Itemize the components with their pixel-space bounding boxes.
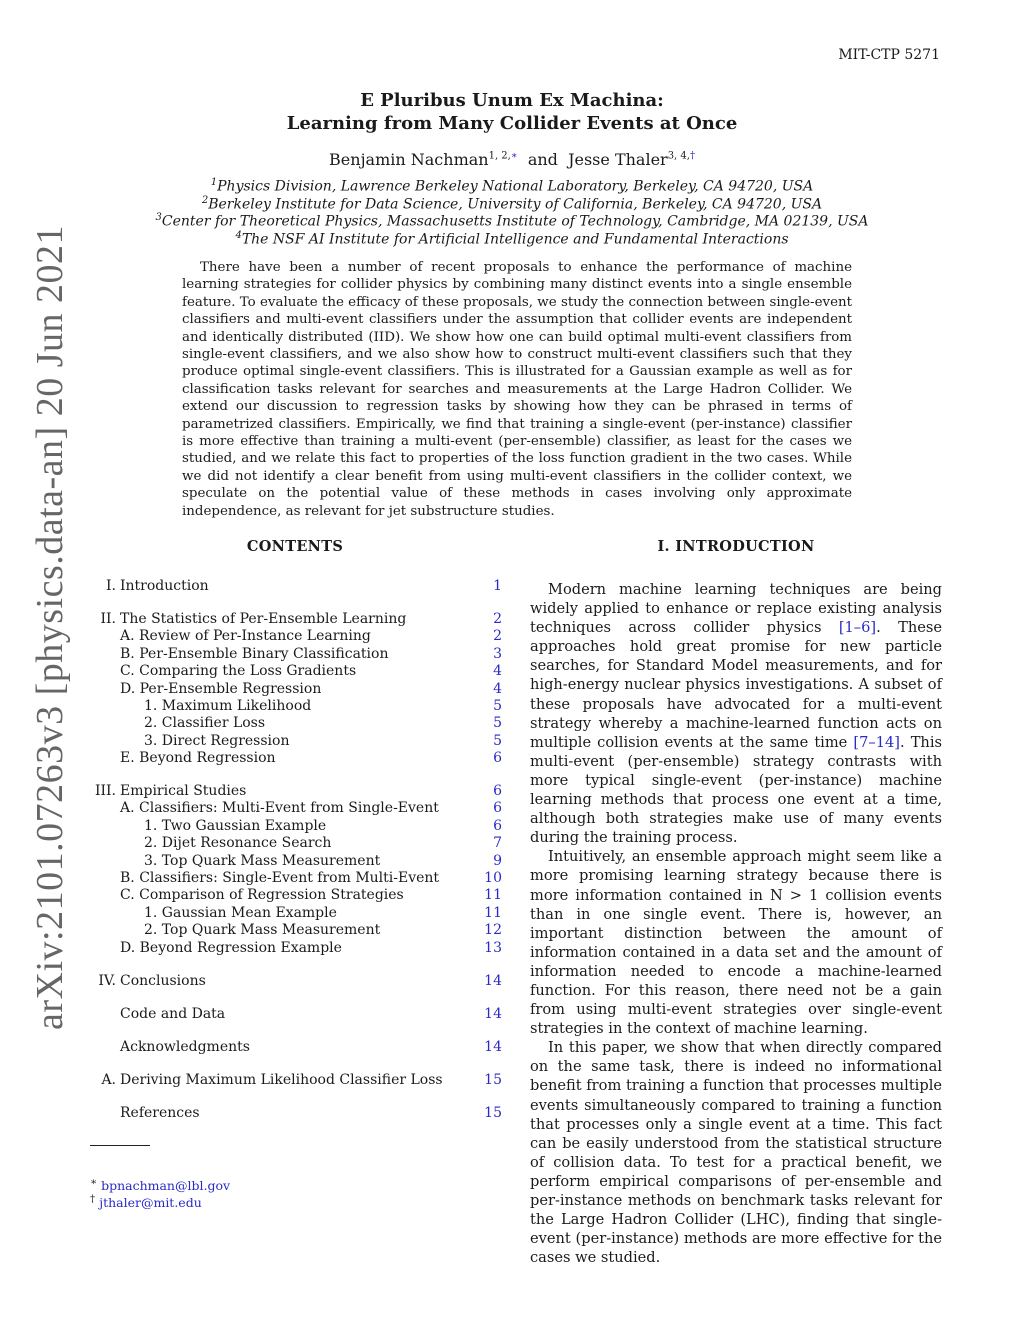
toc-page-link[interactable]: 14 [484, 1038, 502, 1055]
toc-page-link[interactable]: 6 [493, 817, 502, 834]
intro-paragraph: Intuitively, an ensemble approach might seem like a more promising learning strategy because there is more information contained in N > 1 collision events than in one single event. There is, however, an important distinction between the amount of information contained in a data set and the amount of information needed to encode a machine-learned function. For this reason, there need not be a gain from using multi-event strategies over single-event strategies in the context of machine learning. [530, 848, 942, 1038]
toc-entry[interactable] [88, 663, 502, 680]
toc-entry[interactable] [88, 715, 502, 732]
toc-page-link[interactable]: 15 [484, 1104, 502, 1121]
toc-page-link[interactable]: 7 [493, 835, 502, 852]
toc-entry-label: A. Classifiers: Multi-Event from Single-Event [120, 800, 439, 817]
toc-page-link[interactable]: 4 [493, 680, 502, 697]
footnote-mark: ∗ [90, 1176, 98, 1188]
affiliation-number: 4 [235, 230, 242, 241]
toc-entry[interactable] [88, 628, 502, 645]
toc-entry-label: Conclusions [120, 972, 206, 989]
affiliation-text: Physics Division, Lawrence Berkeley National Laboratory, Berkeley, CA 94720, USA [217, 178, 814, 195]
toc-entry[interactable] [88, 800, 502, 817]
toc-entry[interactable] [88, 1072, 502, 1089]
toc-entry[interactable] [88, 750, 502, 767]
toc-entry-label: 1. Maximum Likelihood [144, 697, 312, 714]
toc-page-link[interactable]: 5 [493, 732, 502, 749]
toc-page-link[interactable]: 2 [493, 610, 502, 627]
toc-entry-label: 3. Top Quark Mass Measurement [144, 852, 381, 869]
report-number: MIT-CTP 5271 [838, 47, 940, 63]
toc-entry[interactable] [88, 853, 502, 870]
citation-link[interactable]: [1–6] [838, 619, 877, 637]
toc-entry-label: 1. Two Gaussian Example [144, 817, 327, 834]
toc-entry[interactable] [88, 835, 502, 852]
affiliation-number: 3 [155, 212, 162, 223]
toc-page-link[interactable]: 2 [493, 628, 502, 645]
intro-paragraph: In this paper, we show that when directly compared on the same task, there is indeed no informational benefit from training a function that processes multiple events simultaneously compared to training a function that processes only a single event at a time. This fact can be easily understood from the statistical structure of collision data. To test for a practical benefit, we perform empirical comparisons of per-ensemble and per-instance methods on benchmark tasks relevant for the Large Hadron Collider (LHC), finding that single-event (per-instance) methods are more effective for the cases we studied. [530, 1039, 942, 1267]
affiliation [0, 195, 1024, 213]
toc-spacer [88, 990, 502, 1006]
toc-entry-label: Code and Data [120, 1005, 226, 1022]
toc-entry-label: References [120, 1104, 200, 1121]
toc-entry-label: A. Review of Per-Instance Learning [120, 628, 371, 645]
citation-link[interactable]: [7–14] [853, 733, 900, 751]
intro-text: Modern machine learning techniques are being widely applied to enhance or replace existing analysis techniques across collider physics [530, 581, 942, 637]
author-affil-sup: 3, 4, [667, 150, 690, 162]
toc-entry-label: Introduction [120, 578, 209, 594]
intro-text: . These approaches hold great promise for new particle searches, for Standard Model measurements, and for high-energy nuclear physics investigations. A subset of these proposals have advocated for a multi-event strategy whereby a machine-learned function acts on multiple collision events at the same time [530, 619, 942, 751]
title-line-1: E Pluribus Unum Ex Machina: [360, 90, 664, 111]
toc-entry-label: 2. Classifier Loss [144, 715, 266, 732]
affiliation-number: 1 [210, 177, 218, 188]
toc-entry-label: 1. Gaussian Mean Example [144, 904, 337, 921]
toc-entry[interactable] [88, 733, 502, 750]
toc-entry[interactable] [88, 578, 502, 595]
toc-entry-label: D. Per-Ensemble Regression [120, 680, 322, 697]
toc-page-link[interactable]: 12 [484, 922, 502, 939]
toc-page-link[interactable]: 5 [493, 697, 502, 714]
toc-entry[interactable] [88, 940, 502, 957]
abstract-text: There have been a number of recent proposals to enhance the performance of machine learning strategies for collider physics by combining many distinct events into a single ensemble feature. To evaluate the efficacy of these proposals, we study the connection between single-event classifiers and multi-event classifiers under the assumption that collider events are independent and identically distributed (IID). We show how one can build optimal multi-event classifiers from single-event classifiers, and we also show how to construct multi-event classifiers such that they produce optimal single-event classifiers. This is illustrated for a Gaussian example as well as for classification tasks relevant for searches and measurements at the Large Hadron Collider. We extend our discussion to regression tasks by showing how they can be phrased in terms of parametrized classifiers. Empirically, we find that training a single-event (per-instance) classifier is more effective than training a multi-event (per-ensemble) classifier, as least for the cases we studied, and we relate this fact to properties of the loss function gradient in the two cases. While we did not identify a clear benefit from using multi-event classifiers in the collider context, we speculate on the potential value of these methods in cases involving only approximate independence, as relevant for jet substructure studies. [182, 260, 852, 519]
toc-entry[interactable] [88, 611, 502, 628]
toc-entry-label: C. Comparison of Regression Strategies [120, 887, 404, 904]
affiliation-text: The NSF AI Institute for Artificial Intelligence and Fundamental Interactions [241, 231, 789, 248]
toc-page-link[interactable]: 4 [493, 663, 502, 680]
toc-entry-label: Deriving Maximum Likelihood Classifier Loss [120, 1071, 443, 1088]
toc-entry-number: I. [106, 578, 116, 594]
toc-page-link[interactable]: 11 [484, 904, 502, 921]
toc-entry[interactable] [88, 646, 502, 663]
affiliation [0, 230, 1024, 248]
title-line-2: Learning from Many Collider Events at Once [286, 113, 738, 134]
author-footnote-link[interactable]: † [689, 150, 695, 162]
toc-entry[interactable] [88, 783, 502, 800]
affiliation [0, 177, 1024, 195]
footnote-rule [90, 1145, 150, 1146]
author-name: Benjamin Nachman [329, 150, 489, 169]
toc-entry-label: B. Per-Ensemble Binary Classification [120, 645, 389, 662]
author-conjunction: and [527, 150, 558, 169]
email-link[interactable]: bpnachman@lbl.gov [101, 1178, 231, 1194]
affiliation-text: Center for Theoretical Physics, Massachusetts Institute of Technology, Cambridge, MA 02139, USA [161, 213, 869, 230]
toc-entry[interactable] [88, 922, 502, 939]
arxiv-identifier: arXiv:2101.07263v3 [physics.data-an] 20 Jun 2021 [29, 225, 71, 1030]
toc-page-link[interactable]: 13 [484, 939, 502, 956]
toc-entry-label: 3. Direct Regression [144, 732, 290, 749]
intro-text: . This multi-event (per-ensemble) strategy contrasts with more typical single-event (per-instance) machine learning methods that process one event at a time, although both strategies make use of many events during the training process. [530, 733, 942, 847]
affiliation [0, 212, 1024, 230]
author-list [0, 150, 1024, 169]
toc-spacer [88, 957, 502, 973]
table-of-contents [88, 578, 502, 1122]
email-link[interactable]: jthaler@mit.edu [99, 1195, 202, 1211]
toc-entry-label: Empirical Studies [120, 783, 247, 800]
footnote [90, 1176, 230, 1193]
toc-page-link[interactable]: 11 [484, 887, 502, 904]
toc-page-link[interactable]: 1 [493, 578, 502, 594]
toc-page-link[interactable]: 6 [493, 800, 502, 817]
toc-entry[interactable] [88, 870, 502, 887]
affiliation-text: Berkeley Institute for Data Science, University of California, Berkeley, CA 94720, USA [208, 196, 823, 213]
toc-entry-label: E. Beyond Regression [120, 750, 276, 767]
toc-page-link[interactable]: 5 [493, 715, 502, 732]
toc-entry-label: 2. Dijet Resonance Search [144, 835, 332, 852]
toc-entry-label: D. Beyond Regression Example [120, 939, 342, 956]
author-affil-sup: 1, 2, [488, 150, 511, 162]
toc-entry-label: B. Classifiers: Single-Event from Multi-Event [120, 870, 440, 887]
toc-entry-label: Acknowledgments [120, 1038, 250, 1055]
toc-spacer [88, 595, 502, 611]
toc-entry[interactable] [88, 1006, 502, 1023]
author-footnote-link[interactable]: ∗ [510, 150, 518, 162]
section-heading-introduction: I. INTRODUCTION [657, 538, 815, 555]
toc-entry[interactable] [88, 681, 502, 698]
toc-entry[interactable] [88, 905, 502, 922]
toc-spacer [88, 1089, 502, 1105]
toc-page-link[interactable]: 9 [493, 852, 502, 869]
toc-entry[interactable] [88, 973, 502, 990]
toc-page-link[interactable]: 15 [484, 1071, 502, 1088]
footnote [90, 1193, 202, 1210]
toc-page-link[interactable]: 6 [493, 750, 502, 767]
toc-entry-number: IV. [98, 972, 116, 989]
toc-spacer [88, 1056, 502, 1072]
intro-paragraph [530, 580, 942, 847]
toc-page-link[interactable]: 10 [484, 870, 502, 887]
toc-page-link[interactable]: 6 [493, 783, 502, 800]
footnote-mark: † [90, 1193, 96, 1205]
toc-entry[interactable] [88, 698, 502, 715]
author-name: Jesse Thaler [568, 150, 668, 169]
arxiv-side-stamp [28, 225, 71, 1031]
toc-entry-number: III. [94, 783, 116, 800]
affiliation-number: 2 [201, 195, 209, 206]
toc-spacer [88, 1023, 502, 1039]
toc-page-link[interactable]: 14 [484, 972, 502, 989]
toc-entry-label: 2. Top Quark Mass Measurement [144, 922, 381, 939]
toc-page-link[interactable]: 3 [493, 645, 502, 662]
toc-entry[interactable] [88, 818, 502, 835]
toc-page-link[interactable]: 14 [484, 1005, 502, 1022]
toc-entry-number: II. [100, 610, 116, 627]
contents-heading: CONTENTS [246, 538, 344, 555]
toc-spacer [88, 768, 502, 784]
toc-entry-label: C. Comparing the Loss Gradients [120, 663, 357, 680]
toc-entry[interactable] [88, 1039, 502, 1056]
introduction-body [530, 580, 942, 1267]
toc-entry-number: A. [101, 1071, 116, 1088]
toc-entry[interactable] [88, 1105, 502, 1122]
toc-entry[interactable] [88, 887, 502, 904]
toc-entry-label: The Statistics of Per-Ensemble Learning [120, 610, 407, 627]
abstract [182, 259, 852, 520]
